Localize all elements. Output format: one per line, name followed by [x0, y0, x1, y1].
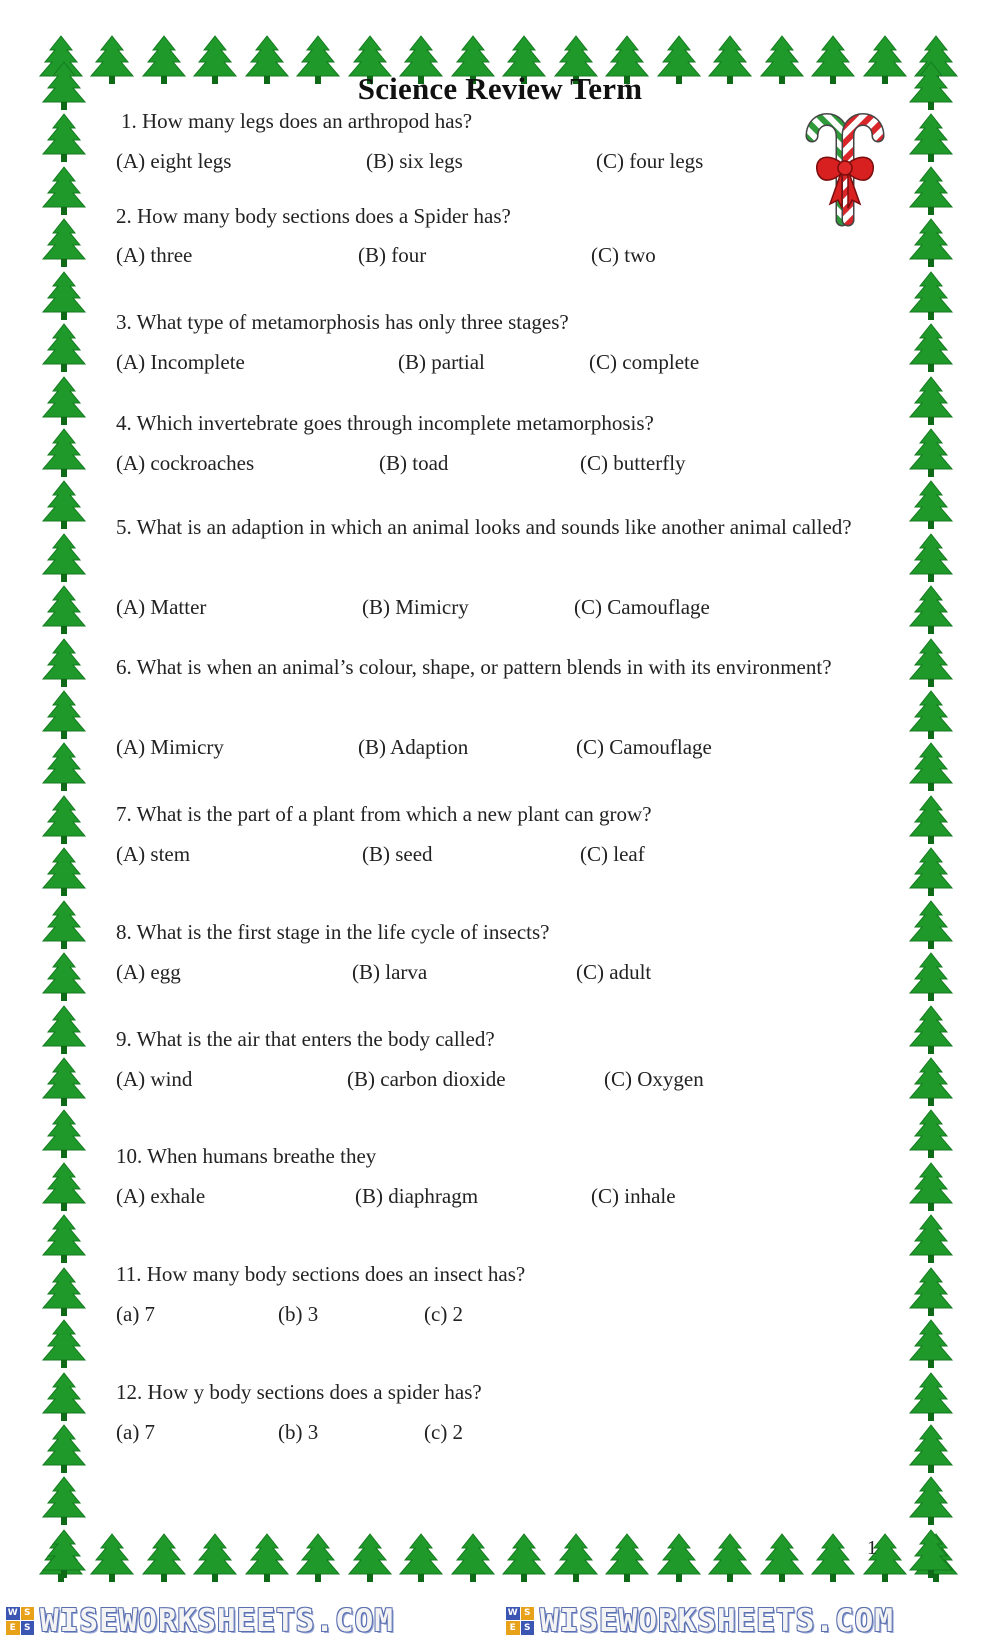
christmas-tree-icon — [39, 899, 89, 951]
christmas-tree-icon — [602, 1532, 652, 1588]
christmas-tree-icon — [39, 112, 89, 164]
christmas-tree-icon — [906, 1056, 956, 1108]
q8-option-b: (B) larva — [352, 960, 428, 984]
footer-brand-text: WISEWORKSHEETS.COM — [540, 1602, 894, 1639]
christmas-tree-icon — [39, 1318, 89, 1370]
christmas-tree-icon — [39, 1056, 89, 1108]
question-5: 5. What is an adaption in which an animal looks and sounds like another animal called? — [116, 515, 852, 539]
q3-option-b: (B) partial — [398, 350, 485, 374]
christmas-tree-icon — [906, 689, 956, 741]
christmas-tree-icon — [906, 846, 956, 898]
christmas-tree-icon — [906, 1108, 956, 1160]
christmas-tree-icon — [906, 532, 956, 584]
q12-option-b: (b) 3 — [278, 1420, 319, 1444]
christmas-tree-icon — [906, 1371, 956, 1423]
christmas-tree-icon — [906, 270, 956, 322]
q3-option-a: (A) Incomplete — [116, 350, 245, 374]
christmas-tree-icon — [906, 375, 956, 427]
q4-option-c: (C) butterfly — [580, 451, 686, 475]
christmas-tree-icon — [39, 165, 89, 217]
q11-option-b: (b) 3 — [278, 1302, 319, 1326]
tree-border-bottom — [36, 1532, 961, 1588]
christmas-tree-icon — [39, 479, 89, 531]
christmas-tree-icon — [293, 1532, 343, 1588]
christmas-tree-icon — [906, 637, 956, 689]
christmas-tree-icon — [39, 532, 89, 584]
q11-option-c: (c) 2 — [424, 1302, 464, 1326]
q9-option-a: (A) wind — [116, 1067, 193, 1091]
christmas-tree-icon — [87, 1532, 137, 1588]
christmas-tree-icon — [906, 165, 956, 217]
q7-option-c: (C) leaf — [580, 842, 645, 866]
christmas-tree-icon — [39, 375, 89, 427]
q8-option-a: (A) egg — [116, 960, 181, 984]
question-11: 11. How many body sections does an insect has? — [116, 1262, 526, 1286]
footer-block — [0, 1603, 500, 1639]
christmas-tree-icon — [396, 1532, 446, 1588]
christmas-tree-icon — [190, 1532, 240, 1588]
q1-option-c: (C) four legs — [596, 149, 704, 173]
christmas-tree-icon — [448, 1532, 498, 1588]
christmas-tree-icon — [906, 1213, 956, 1265]
question-8: 8. What is the first stage in the life cycle of insects? — [116, 920, 550, 944]
q2-option-a: (A) three — [116, 243, 193, 267]
question-7: 7. What is the part of a plant from which a new plant can grow? — [116, 802, 652, 826]
christmas-tree-icon — [39, 270, 89, 322]
question-4: 4. Which invertebrate goes through incomplete metamorphosis? — [116, 411, 654, 435]
christmas-tree-icon — [39, 1213, 89, 1265]
q2-option-b: (B) four — [358, 243, 427, 267]
q9-option-c: (C) Oxygen — [604, 1067, 704, 1091]
q5-option-a: (A) Matter — [116, 595, 207, 619]
q11-option-a: (a) 7 — [116, 1302, 156, 1326]
q10-option-a: (A) exhale — [116, 1184, 206, 1208]
q7-option-a: (A) stem — [116, 842, 191, 866]
tree-border-left — [36, 60, 92, 1580]
christmas-tree-icon — [39, 1528, 89, 1580]
q4-option-b: (B) toad — [379, 451, 449, 475]
question-12: 12. How y body sections does a spider has? — [116, 1380, 482, 1404]
christmas-tree-icon — [39, 217, 89, 269]
christmas-tree-icon — [39, 846, 89, 898]
christmas-tree-icon — [906, 1423, 956, 1475]
christmas-tree-icon — [39, 322, 89, 374]
christmas-tree-icon — [906, 899, 956, 951]
tree-border-right — [903, 60, 959, 1580]
q3-option-c: (C) complete — [589, 350, 700, 374]
q6-option-a: (A) Mimicry — [116, 735, 224, 759]
christmas-tree-icon — [39, 1161, 89, 1213]
christmas-tree-icon — [906, 794, 956, 846]
christmas-tree-icon — [906, 1266, 956, 1318]
christmas-tree-icon — [551, 1532, 601, 1588]
q5-option-b: (B) Mimicry — [362, 595, 469, 619]
footer-brand-text: WISEWORKSHEETS.COM — [40, 1602, 394, 1639]
q1-option-b: (B) six legs — [366, 149, 463, 173]
question-2: 2. How many body sections does a Spider has? — [116, 204, 511, 228]
q6-option-c: (C) Camouflage — [576, 735, 712, 759]
page-number: 1 — [867, 1537, 877, 1559]
christmas-tree-icon — [906, 1004, 956, 1056]
christmas-tree-icon — [39, 1423, 89, 1475]
footer-watermark — [0, 1598, 1000, 1643]
christmas-tree-icon — [906, 322, 956, 374]
christmas-tree-icon — [906, 951, 956, 1003]
christmas-tree-icon — [705, 1532, 755, 1588]
christmas-tree-icon — [906, 217, 956, 269]
question-6: 6. What is when an animal’s colour, shape, or pattern blends in with its environment? — [116, 655, 832, 679]
christmas-tree-icon — [906, 427, 956, 479]
christmas-tree-icon — [39, 794, 89, 846]
wiseworksheets-logo-icon: W S E S — [6, 1607, 34, 1635]
christmas-tree-icon — [39, 951, 89, 1003]
christmas-tree-icon — [906, 1318, 956, 1370]
christmas-tree-icon — [499, 1532, 549, 1588]
q6-option-b: (B) Adaption — [358, 735, 469, 759]
q12-option-a: (a) 7 — [116, 1420, 156, 1444]
q10-option-b: (B) diaphragm — [355, 1184, 479, 1208]
page-title: Science Review Term — [357, 71, 643, 106]
q4-option-a: (A) cockroaches — [116, 451, 255, 475]
q2-option-c: (C) two — [591, 243, 656, 267]
christmas-tree-icon — [906, 479, 956, 531]
question-1: 1. How many legs does an arthropod has? — [121, 109, 473, 133]
christmas-tree-icon — [757, 1532, 807, 1588]
q9-option-b: (B) carbon dioxide — [347, 1067, 506, 1091]
footer-block — [500, 1603, 1000, 1639]
christmas-tree-icon — [39, 741, 89, 793]
christmas-tree-icon — [906, 1161, 956, 1213]
christmas-tree-icon — [906, 741, 956, 793]
question-10: 10. When humans breathe they — [116, 1144, 377, 1168]
christmas-tree-icon — [39, 427, 89, 479]
christmas-tree-icon — [906, 1475, 956, 1527]
question-3: 3. What type of metamorphosis has only three stages? — [116, 310, 569, 334]
christmas-tree-icon — [39, 584, 89, 636]
christmas-tree-icon — [39, 637, 89, 689]
question-9: 9. What is the air that enters the body called? — [116, 1027, 495, 1051]
candy-cane-icon — [790, 108, 900, 232]
christmas-tree-icon — [808, 1532, 858, 1588]
christmas-tree-icon — [39, 1108, 89, 1160]
christmas-tree-icon — [906, 1528, 956, 1580]
christmas-tree-icon — [242, 1532, 292, 1588]
christmas-tree-icon — [39, 689, 89, 741]
christmas-tree-icon — [654, 1532, 704, 1588]
christmas-tree-icon — [39, 1371, 89, 1423]
christmas-tree-icon — [139, 1532, 189, 1588]
q12-option-c: (c) 2 — [424, 1420, 464, 1444]
q5-option-c: (C) Camouflage — [574, 595, 710, 619]
q7-option-b: (B) seed — [362, 842, 433, 866]
q10-option-c: (C) inhale — [591, 1184, 676, 1208]
christmas-tree-icon — [39, 1004, 89, 1056]
christmas-tree-icon — [39, 1266, 89, 1318]
christmas-tree-icon — [345, 1532, 395, 1588]
q1-option-a: (A) eight legs — [116, 149, 232, 173]
christmas-tree-icon — [39, 1475, 89, 1527]
christmas-tree-icon — [906, 112, 956, 164]
q8-option-c: (C) adult — [576, 960, 652, 984]
wiseworksheets-logo-icon: W S E S — [506, 1607, 534, 1635]
christmas-tree-icon — [906, 584, 956, 636]
